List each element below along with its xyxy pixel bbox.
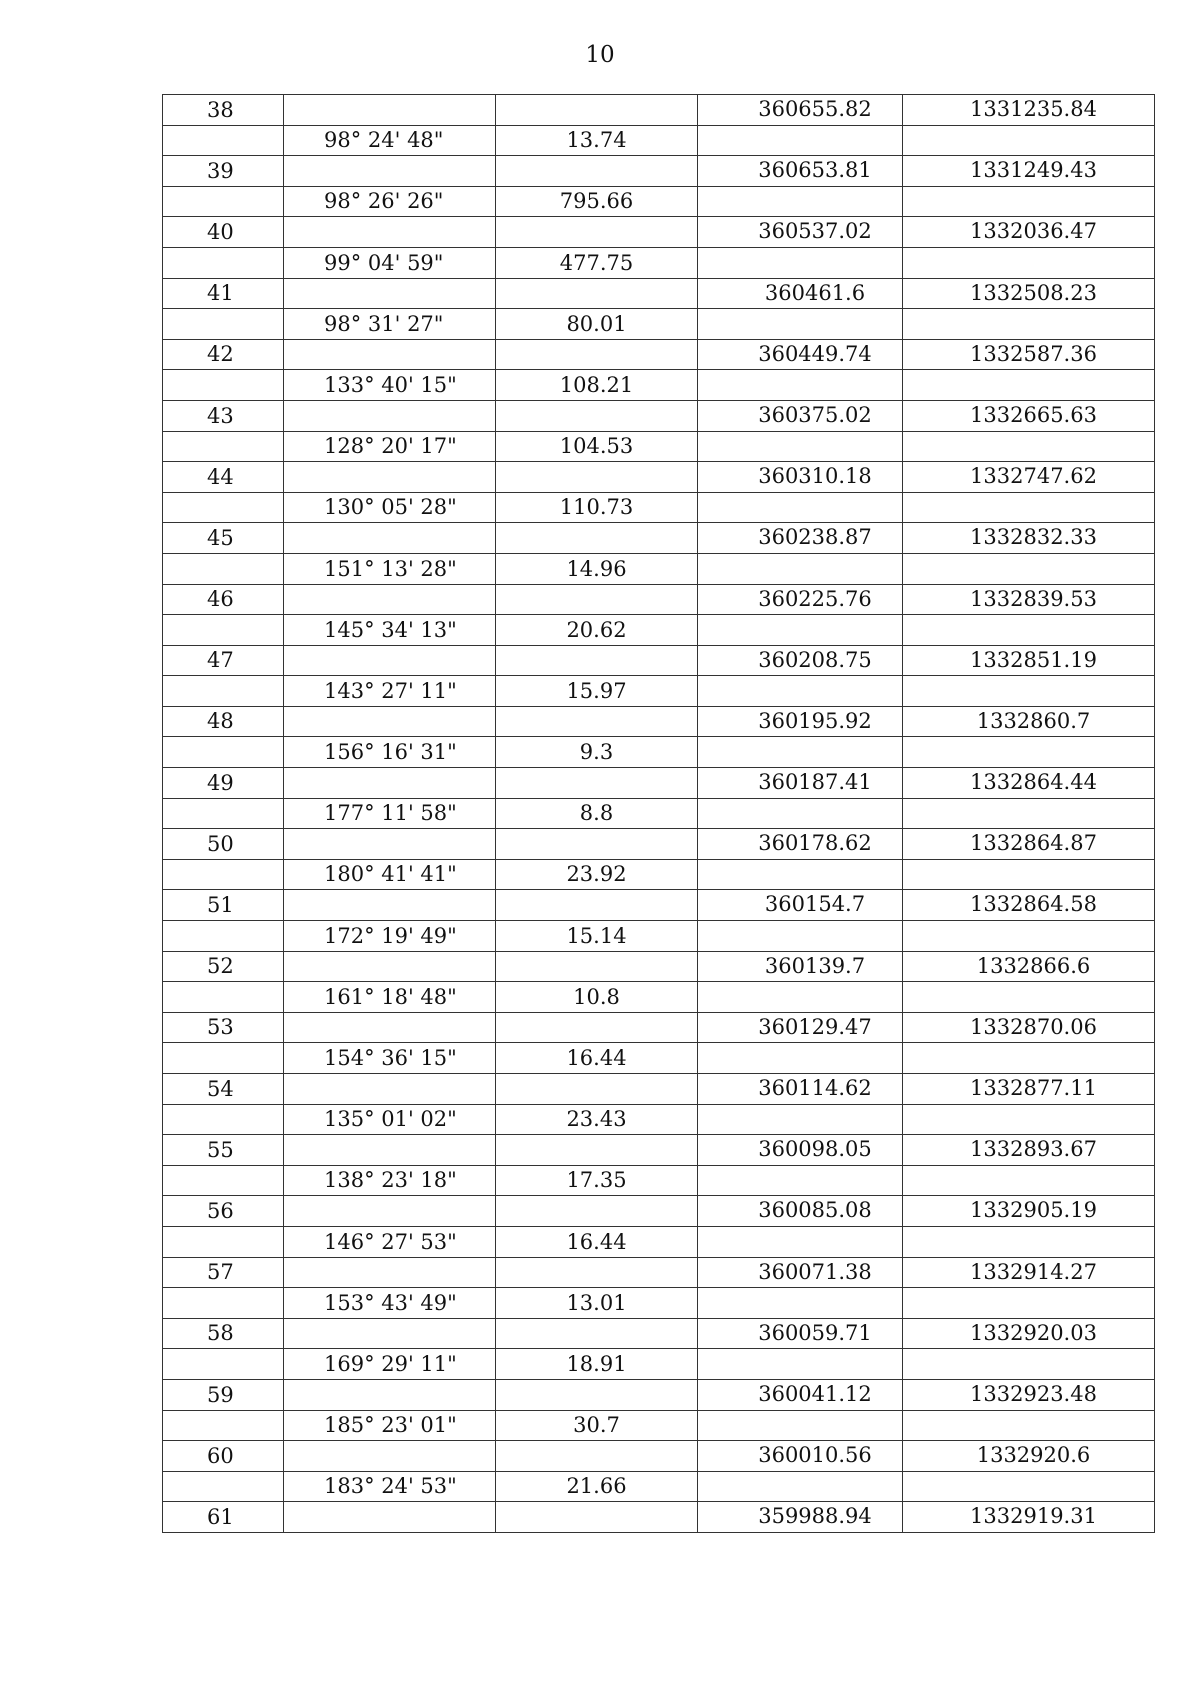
table-row: [163, 247, 1155, 278]
table-row: [163, 217, 1155, 248]
table-row: [163, 1410, 1155, 1441]
empty-cell: [903, 309, 1155, 340]
empty-cell: [903, 921, 1155, 952]
empty-cell: [163, 615, 284, 646]
bearing-cell: 185° 23' 01": [284, 1410, 496, 1441]
empty-cell: [284, 1502, 496, 1533]
empty-cell: [284, 1318, 496, 1349]
bearing-cell: 154° 36' 15": [284, 1043, 496, 1074]
bearing-cell: 146° 27' 53": [284, 1226, 496, 1257]
x-coordinate-cell: 360010.56: [698, 1441, 903, 1472]
table-row: [163, 1165, 1155, 1196]
table-row: [163, 1257, 1155, 1288]
empty-cell: [698, 1104, 903, 1135]
empty-cell: [284, 400, 496, 431]
empty-cell: [163, 1226, 284, 1257]
empty-cell: [903, 1288, 1155, 1319]
y-coordinate-cell: 1331235.84: [903, 95, 1155, 126]
empty-cell: [698, 553, 903, 584]
table-row: [163, 829, 1155, 860]
x-coordinate-cell: 360154.7: [698, 890, 903, 921]
bearing-cell: 130° 05' 28": [284, 492, 496, 523]
empty-cell: [284, 645, 496, 676]
empty-cell: [496, 706, 698, 737]
empty-cell: [903, 553, 1155, 584]
table-row: [163, 798, 1155, 829]
empty-cell: [903, 1226, 1155, 1257]
empty-cell: [496, 890, 698, 921]
empty-cell: [284, 768, 496, 799]
x-coordinate-cell: 360139.7: [698, 951, 903, 982]
empty-cell: [284, 1135, 496, 1166]
empty-cell: [496, 1441, 698, 1472]
empty-cell: [496, 400, 698, 431]
bearing-cell: 98° 24' 48": [284, 125, 496, 156]
distance-cell: 15.97: [496, 676, 698, 707]
y-coordinate-cell: 1332864.58: [903, 890, 1155, 921]
point-number-cell: 59: [163, 1379, 284, 1410]
empty-cell: [698, 921, 903, 952]
empty-cell: [163, 676, 284, 707]
table-row: [163, 339, 1155, 370]
empty-cell: [496, 829, 698, 860]
y-coordinate-cell: 1332877.11: [903, 1074, 1155, 1105]
y-coordinate-cell: 1332851.19: [903, 645, 1155, 676]
empty-cell: [698, 370, 903, 401]
y-coordinate-cell: 1332860.7: [903, 706, 1155, 737]
page-number: 10: [585, 42, 615, 68]
table-row: [163, 645, 1155, 676]
empty-cell: [163, 921, 284, 952]
empty-cell: [496, 1379, 698, 1410]
table-row: [163, 95, 1155, 126]
empty-cell: [163, 370, 284, 401]
y-coordinate-cell: 1332832.33: [903, 523, 1155, 554]
empty-cell: [163, 125, 284, 156]
empty-cell: [496, 1257, 698, 1288]
distance-cell: 110.73: [496, 492, 698, 523]
empty-cell: [284, 95, 496, 126]
point-number-cell: 50: [163, 829, 284, 860]
empty-cell: [496, 1012, 698, 1043]
y-coordinate-cell: 1332587.36: [903, 339, 1155, 370]
x-coordinate-cell: 360129.47: [698, 1012, 903, 1043]
table-row: [163, 1441, 1155, 1472]
distance-cell: 10.8: [496, 982, 698, 1013]
y-coordinate-cell: 1332508.23: [903, 278, 1155, 309]
empty-cell: [903, 492, 1155, 523]
bearing-cell: 156° 16' 31": [284, 737, 496, 768]
empty-cell: [163, 1043, 284, 1074]
distance-cell: 80.01: [496, 309, 698, 340]
table-row: [163, 1471, 1155, 1502]
point-number-cell: 41: [163, 278, 284, 309]
x-coordinate-cell: 360178.62: [698, 829, 903, 860]
bearing-cell: 99° 04' 59": [284, 247, 496, 278]
table-row: [163, 1379, 1155, 1410]
x-coordinate-cell: 360208.75: [698, 645, 903, 676]
distance-cell: 9.3: [496, 737, 698, 768]
bearing-cell: 98° 26' 26": [284, 186, 496, 217]
empty-cell: [496, 645, 698, 676]
empty-cell: [284, 462, 496, 493]
y-coordinate-cell: 1332893.67: [903, 1135, 1155, 1166]
empty-cell: [496, 1318, 698, 1349]
distance-cell: 21.66: [496, 1471, 698, 1502]
bearing-cell: 145° 34' 13": [284, 615, 496, 646]
empty-cell: [284, 1012, 496, 1043]
y-coordinate-cell: 1332920.6: [903, 1441, 1155, 1472]
table-row: [163, 1226, 1155, 1257]
empty-cell: [163, 553, 284, 584]
table-row: [163, 921, 1155, 952]
table-row: [163, 492, 1155, 523]
table-row: [163, 951, 1155, 982]
table-row: [163, 1043, 1155, 1074]
empty-cell: [284, 217, 496, 248]
empty-cell: [496, 156, 698, 187]
empty-cell: [903, 615, 1155, 646]
empty-cell: [163, 431, 284, 462]
table-row: [163, 859, 1155, 890]
distance-cell: 14.96: [496, 553, 698, 584]
point-number-cell: 44: [163, 462, 284, 493]
table-row: [163, 125, 1155, 156]
empty-cell: [284, 1257, 496, 1288]
empty-cell: [698, 676, 903, 707]
distance-cell: 30.7: [496, 1410, 698, 1441]
y-coordinate-cell: 1332923.48: [903, 1379, 1155, 1410]
empty-cell: [903, 859, 1155, 890]
table-row: [163, 768, 1155, 799]
distance-cell: 23.92: [496, 859, 698, 890]
table-row: [163, 462, 1155, 493]
table-row: [163, 1012, 1155, 1043]
empty-cell: [163, 186, 284, 217]
point-number-cell: 47: [163, 645, 284, 676]
empty-cell: [163, 1165, 284, 1196]
empty-cell: [284, 829, 496, 860]
empty-cell: [903, 737, 1155, 768]
y-coordinate-cell: 1332747.62: [903, 462, 1155, 493]
bearing-cell: 153° 43' 49": [284, 1288, 496, 1319]
empty-cell: [903, 186, 1155, 217]
empty-cell: [496, 523, 698, 554]
empty-cell: [496, 462, 698, 493]
point-number-cell: 57: [163, 1257, 284, 1288]
x-coordinate-cell: 360375.02: [698, 400, 903, 431]
bearing-cell: 180° 41' 41": [284, 859, 496, 890]
table-row: [163, 1135, 1155, 1166]
empty-cell: [903, 1349, 1155, 1380]
empty-cell: [163, 1104, 284, 1135]
point-number-cell: 42: [163, 339, 284, 370]
empty-cell: [903, 247, 1155, 278]
point-number-cell: 49: [163, 768, 284, 799]
empty-cell: [903, 431, 1155, 462]
empty-cell: [903, 982, 1155, 1013]
empty-cell: [903, 1165, 1155, 1196]
x-coordinate-cell: 360071.38: [698, 1257, 903, 1288]
empty-cell: [284, 890, 496, 921]
bearing-cell: 177° 11' 58": [284, 798, 496, 829]
x-coordinate-cell: 360059.71: [698, 1318, 903, 1349]
table-row: [163, 553, 1155, 584]
empty-cell: [284, 1379, 496, 1410]
table-row: [163, 615, 1155, 646]
table-row: [163, 706, 1155, 737]
empty-cell: [903, 1043, 1155, 1074]
empty-cell: [496, 95, 698, 126]
distance-cell: 108.21: [496, 370, 698, 401]
table-row: [163, 523, 1155, 554]
table-row: [163, 186, 1155, 217]
y-coordinate-cell: 1332870.06: [903, 1012, 1155, 1043]
empty-cell: [163, 1471, 284, 1502]
y-coordinate-cell: 1332914.27: [903, 1257, 1155, 1288]
empty-cell: [903, 798, 1155, 829]
distance-cell: 13.74: [496, 125, 698, 156]
empty-cell: [698, 1165, 903, 1196]
distance-cell: 8.8: [496, 798, 698, 829]
table-row: [163, 890, 1155, 921]
bearing-cell: 143° 27' 11": [284, 676, 496, 707]
x-coordinate-cell: 360114.62: [698, 1074, 903, 1105]
empty-cell: [698, 1410, 903, 1441]
x-coordinate-cell: 360085.08: [698, 1196, 903, 1227]
empty-cell: [903, 676, 1155, 707]
distance-cell: 16.44: [496, 1226, 698, 1257]
empty-cell: [163, 982, 284, 1013]
empty-cell: [284, 1074, 496, 1105]
empty-cell: [163, 859, 284, 890]
point-number-cell: 46: [163, 584, 284, 615]
bearing-cell: 183° 24' 53": [284, 1471, 496, 1502]
bearing-cell: 151° 13' 28": [284, 553, 496, 584]
bearing-cell: 98° 31' 27": [284, 309, 496, 340]
table-row: [163, 1074, 1155, 1105]
empty-cell: [496, 1135, 698, 1166]
empty-cell: [496, 278, 698, 309]
x-coordinate-cell: 360310.18: [698, 462, 903, 493]
empty-cell: [163, 1288, 284, 1319]
empty-cell: [163, 798, 284, 829]
table-row: [163, 156, 1155, 187]
table-row: [163, 676, 1155, 707]
distance-cell: 15.14: [496, 921, 698, 952]
y-coordinate-cell: 1332905.19: [903, 1196, 1155, 1227]
point-number-cell: 48: [163, 706, 284, 737]
point-number-cell: 53: [163, 1012, 284, 1043]
distance-cell: 18.91: [496, 1349, 698, 1380]
x-coordinate-cell: 360098.05: [698, 1135, 903, 1166]
empty-cell: [698, 1226, 903, 1257]
y-coordinate-cell: 1332036.47: [903, 217, 1155, 248]
empty-cell: [698, 492, 903, 523]
y-coordinate-cell: 1332839.53: [903, 584, 1155, 615]
empty-cell: [903, 1471, 1155, 1502]
empty-cell: [284, 951, 496, 982]
table-row: [163, 737, 1155, 768]
empty-cell: [284, 156, 496, 187]
point-number-cell: 40: [163, 217, 284, 248]
empty-cell: [698, 982, 903, 1013]
y-coordinate-cell: 1332920.03: [903, 1318, 1155, 1349]
empty-cell: [698, 125, 903, 156]
empty-cell: [698, 737, 903, 768]
empty-cell: [496, 1196, 698, 1227]
table-row: [163, 982, 1155, 1013]
empty-cell: [698, 186, 903, 217]
x-coordinate-cell: 360449.74: [698, 339, 903, 370]
empty-cell: [284, 1196, 496, 1227]
empty-cell: [496, 951, 698, 982]
point-number-cell: 52: [163, 951, 284, 982]
point-number-cell: 38: [163, 95, 284, 126]
empty-cell: [284, 278, 496, 309]
distance-cell: 13.01: [496, 1288, 698, 1319]
bearing-cell: 138° 23' 18": [284, 1165, 496, 1196]
bearing-cell: 172° 19' 49": [284, 921, 496, 952]
bearing-cell: 135° 01' 02": [284, 1104, 496, 1135]
point-number-cell: 54: [163, 1074, 284, 1105]
distance-cell: 795.66: [496, 186, 698, 217]
bearing-cell: 133° 40' 15": [284, 370, 496, 401]
empty-cell: [496, 1074, 698, 1105]
table-row: [163, 1349, 1155, 1380]
x-coordinate-cell: 360041.12: [698, 1379, 903, 1410]
table-row: [163, 431, 1155, 462]
x-coordinate-cell: 360225.76: [698, 584, 903, 615]
empty-cell: [496, 217, 698, 248]
distance-cell: 477.75: [496, 247, 698, 278]
point-number-cell: 58: [163, 1318, 284, 1349]
x-coordinate-cell: 360238.87: [698, 523, 903, 554]
y-coordinate-cell: 1332864.87: [903, 829, 1155, 860]
y-coordinate-cell: 1331249.43: [903, 156, 1155, 187]
empty-cell: [284, 584, 496, 615]
x-coordinate-cell: 360187.41: [698, 768, 903, 799]
bearing-cell: 128° 20' 17": [284, 431, 496, 462]
distance-cell: 16.44: [496, 1043, 698, 1074]
empty-cell: [163, 492, 284, 523]
point-number-cell: 39: [163, 156, 284, 187]
empty-cell: [698, 1471, 903, 1502]
bearing-cell: 161° 18' 48": [284, 982, 496, 1013]
coordinate-table-body: [163, 95, 1155, 1533]
empty-cell: [903, 370, 1155, 401]
empty-cell: [698, 309, 903, 340]
table-row: [163, 370, 1155, 401]
empty-cell: [163, 1349, 284, 1380]
empty-cell: [496, 768, 698, 799]
x-coordinate-cell: 360195.92: [698, 706, 903, 737]
empty-cell: [496, 584, 698, 615]
table-row: [163, 1502, 1155, 1533]
table-row: [163, 309, 1155, 340]
empty-cell: [698, 615, 903, 646]
empty-cell: [163, 1410, 284, 1441]
distance-cell: 104.53: [496, 431, 698, 462]
point-number-cell: 56: [163, 1196, 284, 1227]
empty-cell: [284, 523, 496, 554]
y-coordinate-cell: 1332919.31: [903, 1502, 1155, 1533]
table-row: [163, 584, 1155, 615]
y-coordinate-cell: 1332864.44: [903, 768, 1155, 799]
x-coordinate-cell: 359988.94: [698, 1502, 903, 1533]
empty-cell: [698, 431, 903, 462]
distance-cell: 23.43: [496, 1104, 698, 1135]
bearing-cell: 169° 29' 11": [284, 1349, 496, 1380]
empty-cell: [698, 247, 903, 278]
table-row: [163, 1104, 1155, 1135]
x-coordinate-cell: 360653.81: [698, 156, 903, 187]
empty-cell: [903, 1410, 1155, 1441]
table-row: [163, 1318, 1155, 1349]
distance-cell: 17.35: [496, 1165, 698, 1196]
empty-cell: [698, 1288, 903, 1319]
y-coordinate-cell: 1332665.63: [903, 400, 1155, 431]
y-coordinate-cell: 1332866.6: [903, 951, 1155, 982]
table-row: [163, 1288, 1155, 1319]
distance-cell: 20.62: [496, 615, 698, 646]
empty-cell: [163, 309, 284, 340]
empty-cell: [903, 1104, 1155, 1135]
point-number-cell: 51: [163, 890, 284, 921]
x-coordinate-cell: 360537.02: [698, 217, 903, 248]
empty-cell: [163, 247, 284, 278]
empty-cell: [698, 1349, 903, 1380]
point-number-cell: 60: [163, 1441, 284, 1472]
empty-cell: [284, 1441, 496, 1472]
point-number-cell: 55: [163, 1135, 284, 1166]
empty-cell: [284, 706, 496, 737]
table-row: [163, 1196, 1155, 1227]
empty-cell: [903, 125, 1155, 156]
table-row: [163, 278, 1155, 309]
empty-cell: [284, 339, 496, 370]
empty-cell: [698, 798, 903, 829]
x-coordinate-cell: 360655.82: [698, 95, 903, 126]
empty-cell: [496, 1502, 698, 1533]
empty-cell: [698, 1043, 903, 1074]
empty-cell: [163, 737, 284, 768]
point-number-cell: 61: [163, 1502, 284, 1533]
point-number-cell: 43: [163, 400, 284, 431]
point-number-cell: 45: [163, 523, 284, 554]
x-coordinate-cell: 360461.6: [698, 278, 903, 309]
empty-cell: [698, 859, 903, 890]
empty-cell: [496, 339, 698, 370]
coordinate-table: [162, 94, 1155, 1533]
table-row: [163, 400, 1155, 431]
